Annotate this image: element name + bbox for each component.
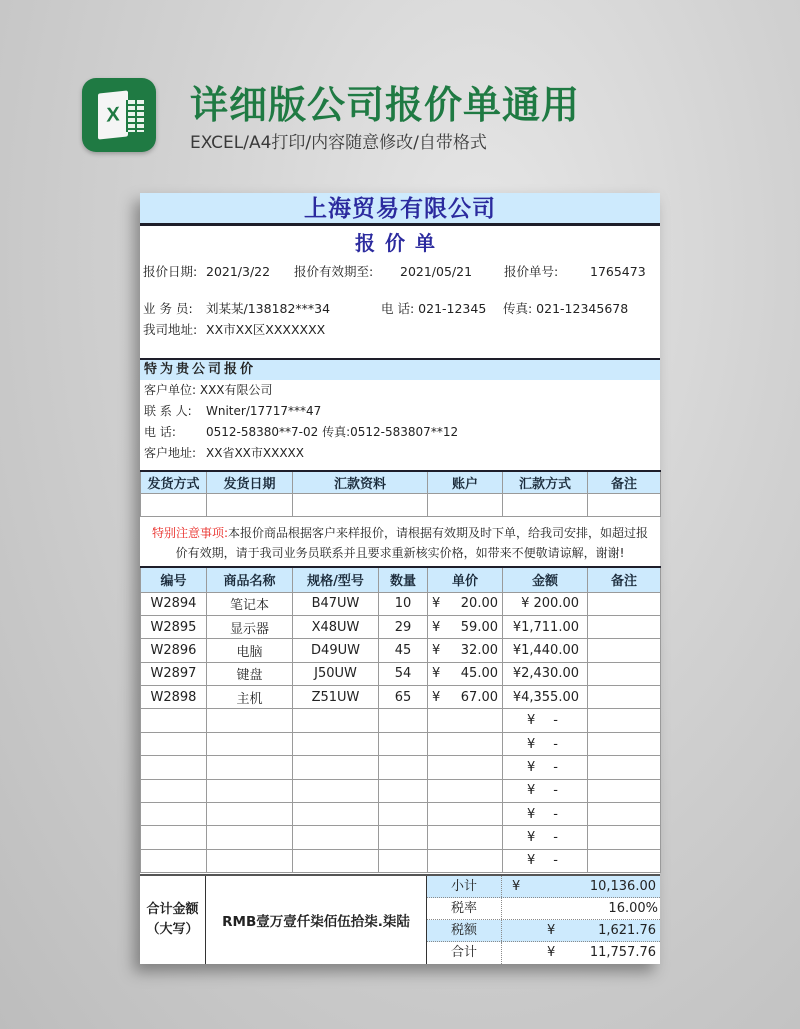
product-empty-cell[interactable] bbox=[293, 826, 379, 849]
valid-until-value[interactable]: 2021/05/21 bbox=[400, 264, 473, 279]
subtotal-row bbox=[427, 876, 660, 898]
product-amount-cell[interactable] bbox=[503, 826, 588, 849]
product-empty-cell[interactable] bbox=[293, 849, 379, 872]
product-name-cell[interactable]: 笔记本 bbox=[207, 592, 293, 615]
tax-rate-label: 税率 bbox=[427, 898, 502, 919]
product-empty-cell[interactable] bbox=[293, 803, 379, 826]
product-amount-cell[interactable] bbox=[503, 849, 588, 872]
yen-symbol: ¥ bbox=[512, 879, 521, 894]
product-amount-cell[interactable]: ¥2,430.00 bbox=[503, 662, 588, 685]
product-amount-cell[interactable] bbox=[503, 756, 588, 779]
product-id-cell[interactable]: W2894 bbox=[141, 592, 207, 615]
product-price-value: 32.00 bbox=[460, 642, 498, 658]
product-qty-cell[interactable]: 45 bbox=[379, 639, 428, 662]
yen-symbol: ¥ bbox=[432, 666, 441, 682]
product-empty-cell[interactable] bbox=[207, 732, 293, 755]
yen-symbol: ¥ bbox=[432, 689, 441, 705]
product-price-cell[interactable] bbox=[428, 615, 503, 638]
product-empty-cell[interactable] bbox=[588, 756, 661, 779]
empty-amount: - bbox=[553, 853, 558, 869]
table-row-empty bbox=[141, 709, 661, 732]
product-amount-cell[interactable] bbox=[503, 779, 588, 802]
tax-rate-value[interactable]: 16.00% bbox=[608, 901, 658, 916]
total-words-label-line2: （大写） bbox=[146, 922, 199, 937]
product-price-cell[interactable] bbox=[428, 592, 503, 615]
shipping-header-remit-method: 汇款方式 bbox=[503, 471, 588, 493]
product-price-value: 20.00 bbox=[460, 596, 498, 612]
product-empty-cell[interactable] bbox=[379, 826, 428, 849]
product-empty-cell[interactable] bbox=[141, 849, 207, 872]
totals-section bbox=[140, 874, 660, 964]
company-fax[interactable]: 传真: 021-12345678 bbox=[503, 301, 629, 316]
address-line bbox=[140, 319, 660, 341]
product-empty-cell[interactable] bbox=[141, 732, 207, 755]
product-rows bbox=[141, 592, 661, 873]
product-amount-cell[interactable] bbox=[503, 732, 588, 755]
product-amount-cell[interactable]: ¥4,355.00 bbox=[503, 686, 588, 709]
product-id-cell[interactable]: W2895 bbox=[141, 615, 207, 638]
table-row bbox=[141, 639, 661, 662]
company-address-value[interactable]: XX市XX区XXXXXXX bbox=[206, 322, 326, 337]
tax-amount-value: 1,621.76 bbox=[598, 923, 656, 938]
notice bbox=[140, 521, 660, 565]
table-row bbox=[141, 592, 661, 615]
shipping-date-cell[interactable] bbox=[207, 493, 293, 516]
quote-no-label: 报价单号: bbox=[504, 264, 559, 279]
product-price-value: 59.00 bbox=[460, 619, 498, 635]
client-address-line bbox=[140, 443, 660, 464]
product-id-cell[interactable]: W2896 bbox=[141, 639, 207, 662]
table-row bbox=[141, 686, 661, 709]
product-price-value: 45.00 bbox=[460, 666, 498, 682]
grand-total-label: 合计 bbox=[427, 942, 502, 964]
product-empty-cell[interactable] bbox=[141, 709, 207, 732]
yen-symbol: ¥ bbox=[547, 923, 556, 938]
yen-symbol: ¥ bbox=[527, 830, 536, 846]
quote-no-value[interactable]: 1765473 bbox=[590, 264, 646, 279]
total-words-label-line1: 合计金额 bbox=[146, 902, 199, 917]
product-amount-cell[interactable]: ¥ 200.00 bbox=[503, 592, 588, 615]
product-id-cell[interactable]: W2898 bbox=[141, 686, 207, 709]
product-empty-cell[interactable] bbox=[428, 756, 503, 779]
totals-breakdown bbox=[427, 876, 660, 964]
subtotal-label: 小计 bbox=[427, 876, 502, 897]
client-phone-label: 电 话: bbox=[144, 425, 176, 439]
sales-line bbox=[140, 298, 660, 320]
product-price-value: 67.00 bbox=[460, 689, 498, 705]
excel-icon-letter: X bbox=[98, 90, 128, 139]
table-row bbox=[141, 615, 661, 638]
quote-date-label: 报价日期: bbox=[143, 264, 198, 279]
product-empty-cell[interactable] bbox=[141, 803, 207, 826]
product-amount-cell[interactable] bbox=[503, 709, 588, 732]
product-note-cell[interactable] bbox=[588, 662, 661, 685]
product-qty-cell[interactable]: 10 bbox=[379, 592, 428, 615]
shipping-table bbox=[140, 470, 661, 517]
empty-amount: - bbox=[553, 806, 558, 822]
quote-date-value[interactable]: 2021/3/22 bbox=[206, 264, 271, 279]
product-empty-cell[interactable] bbox=[379, 756, 428, 779]
product-amount-cell[interactable]: ¥1,711.00 bbox=[503, 615, 588, 638]
shipping-header-method: 发货方式 bbox=[141, 471, 207, 493]
product-name-cell[interactable]: 主机 bbox=[207, 686, 293, 709]
product-empty-cell[interactable] bbox=[207, 709, 293, 732]
client-contact-label: 联 系 人: bbox=[144, 404, 192, 418]
grand-total-value: 11,757.76 bbox=[589, 945, 656, 960]
product-empty-cell[interactable] bbox=[588, 826, 661, 849]
product-empty-cell[interactable] bbox=[207, 803, 293, 826]
client-phone-value[interactable]: 0512-58380**7-02 传真:0512-583807**12 bbox=[206, 425, 459, 439]
tax-amount-label: 税额 bbox=[427, 920, 502, 941]
product-empty-cell[interactable] bbox=[588, 803, 661, 826]
grand-total-row bbox=[427, 942, 660, 964]
client-section-title: 特为贵公司报价 bbox=[140, 358, 660, 380]
subtotal-value: 10,136.00 bbox=[589, 879, 656, 894]
client-address-value[interactable]: XX省XX市XXXXX bbox=[206, 446, 304, 460]
product-model-cell[interactable]: Z51UW bbox=[293, 686, 379, 709]
table-row-empty bbox=[141, 803, 661, 826]
table-row-empty bbox=[141, 849, 661, 872]
yen-symbol: ¥ bbox=[432, 619, 441, 635]
yen-symbol: ¥ bbox=[527, 806, 536, 822]
product-note-cell[interactable] bbox=[588, 615, 661, 638]
product-price-cell[interactable] bbox=[428, 662, 503, 685]
product-empty-cell[interactable] bbox=[379, 779, 428, 802]
product-empty-cell[interactable] bbox=[428, 709, 503, 732]
shipping-note-cell[interactable] bbox=[588, 493, 661, 516]
empty-amount: - bbox=[553, 830, 558, 846]
yen-symbol: ¥ bbox=[527, 783, 536, 799]
product-qty-cell[interactable]: 54 bbox=[379, 662, 428, 685]
product-empty-cell[interactable] bbox=[588, 732, 661, 755]
product-empty-cell[interactable] bbox=[379, 732, 428, 755]
product-empty-cell[interactable] bbox=[207, 756, 293, 779]
remit-info-cell[interactable] bbox=[293, 493, 428, 516]
sales-value[interactable]: 刘某某/138182***34 bbox=[206, 301, 331, 316]
shipping-header-account: 账户 bbox=[428, 471, 503, 493]
product-model-cell[interactable]: X48UW bbox=[293, 615, 379, 638]
product-model-cell[interactable]: J50UW bbox=[293, 662, 379, 685]
shipping-header-note: 备注 bbox=[588, 471, 661, 493]
product-qty-cell[interactable]: 65 bbox=[379, 686, 428, 709]
quote-meta-line bbox=[140, 261, 660, 283]
client-phone-line bbox=[140, 422, 660, 443]
empty-amount: - bbox=[553, 736, 558, 752]
company-phone[interactable]: 电 话: 021-12345 bbox=[381, 301, 487, 316]
product-empty-cell[interactable] bbox=[379, 803, 428, 826]
excel-icon bbox=[82, 78, 156, 152]
yen-symbol: ¥ bbox=[527, 713, 536, 729]
excel-icon-grid bbox=[126, 100, 144, 132]
client-contact-line bbox=[140, 401, 660, 422]
account-cell[interactable] bbox=[428, 493, 503, 516]
yen-symbol: ¥ bbox=[432, 596, 441, 612]
product-header-id: 编号 bbox=[141, 567, 207, 592]
product-empty-cell[interactable] bbox=[293, 732, 379, 755]
product-empty-cell[interactable] bbox=[207, 779, 293, 802]
product-empty-cell[interactable] bbox=[141, 826, 207, 849]
product-empty-cell[interactable] bbox=[141, 756, 207, 779]
product-empty-cell[interactable] bbox=[207, 849, 293, 872]
product-price-cell[interactable] bbox=[428, 639, 503, 662]
yen-symbol: ¥ bbox=[527, 759, 536, 775]
company-name: 上海贸易有限公司 bbox=[140, 193, 660, 226]
empty-amount: - bbox=[553, 713, 558, 729]
client-unit[interactable]: 客户单位: XXX有限公司 bbox=[144, 383, 273, 397]
product-amount-cell[interactable] bbox=[503, 803, 588, 826]
total-words-label bbox=[140, 876, 206, 964]
product-empty-cell[interactable] bbox=[293, 779, 379, 802]
valid-until-label: 报价有效期至: bbox=[294, 264, 374, 279]
hero-subtitle: EXCEL/A4打印/内容随意修改/自带格式 bbox=[190, 133, 487, 153]
grand-total-value-cell[interactable] bbox=[502, 942, 660, 964]
product-empty-cell[interactable] bbox=[588, 779, 661, 802]
product-qty-cell[interactable]: 29 bbox=[379, 615, 428, 638]
product-note-cell[interactable] bbox=[588, 639, 661, 662]
quotation-sheet bbox=[140, 193, 660, 964]
yen-symbol: ¥ bbox=[527, 853, 536, 869]
shipping-method-cell[interactable] bbox=[141, 493, 207, 516]
table-row-empty bbox=[141, 732, 661, 755]
product-empty-cell[interactable] bbox=[379, 709, 428, 732]
product-name-cell[interactable]: 键盘 bbox=[207, 662, 293, 685]
product-table bbox=[140, 566, 661, 873]
hero-title: 详细版公司报价单通用 bbox=[190, 83, 581, 127]
product-amount-cell[interactable]: ¥1,440.00 bbox=[503, 639, 588, 662]
empty-amount: - bbox=[553, 759, 558, 775]
company-address-label: 我司地址: bbox=[143, 322, 198, 337]
empty-amount: - bbox=[553, 783, 558, 799]
product-empty-cell[interactable] bbox=[428, 732, 503, 755]
product-empty-cell[interactable] bbox=[428, 849, 503, 872]
client-contact-value[interactable]: Wniter/17717***47 bbox=[206, 404, 322, 418]
product-header-note: 备注 bbox=[588, 567, 661, 592]
hero-banner bbox=[0, 0, 800, 180]
sales-label: 业 务 员: bbox=[143, 301, 193, 316]
subtotal-value-cell[interactable] bbox=[502, 876, 660, 897]
yen-symbol: ¥ bbox=[527, 736, 536, 752]
product-name-cell[interactable]: 显示器 bbox=[207, 615, 293, 638]
product-empty-cell[interactable] bbox=[141, 779, 207, 802]
total-amount-in-words[interactable]: RMB壹万壹仟柒佰伍拾柒.柒陆 bbox=[206, 876, 427, 964]
product-header-amount: 金额 bbox=[503, 567, 588, 592]
product-id-cell[interactable]: W2897 bbox=[141, 662, 207, 685]
product-empty-cell[interactable] bbox=[428, 803, 503, 826]
client-address-label: 客户地址: bbox=[144, 446, 197, 460]
product-empty-cell[interactable] bbox=[293, 756, 379, 779]
shipping-header-date: 发货日期 bbox=[207, 471, 293, 493]
product-empty-cell[interactable] bbox=[588, 709, 661, 732]
notice-label: 特别注意事项: bbox=[151, 526, 229, 540]
tax-amount-row bbox=[427, 920, 660, 942]
product-empty-cell[interactable] bbox=[207, 826, 293, 849]
product-header-qty: 数量 bbox=[379, 567, 428, 592]
table-row-empty bbox=[141, 826, 661, 849]
tax-rate-row bbox=[427, 898, 660, 920]
table-row-empty bbox=[141, 779, 661, 802]
product-name-cell[interactable]: 电脑 bbox=[207, 639, 293, 662]
product-empty-cell[interactable] bbox=[428, 779, 503, 802]
product-note-cell[interactable] bbox=[588, 686, 661, 709]
product-header-name: 商品名称 bbox=[207, 567, 293, 592]
product-price-cell[interactable] bbox=[428, 686, 503, 709]
product-empty-cell[interactable] bbox=[428, 826, 503, 849]
product-empty-cell[interactable] bbox=[293, 709, 379, 732]
shipping-header-remit-info: 汇款资料 bbox=[293, 471, 428, 493]
document-title: 报价单 bbox=[355, 231, 445, 255]
product-empty-cell[interactable] bbox=[588, 849, 661, 872]
remit-method-cell[interactable] bbox=[503, 493, 588, 516]
yen-symbol: ¥ bbox=[432, 642, 441, 658]
tax-amount-value-cell[interactable] bbox=[502, 920, 660, 941]
product-model-cell[interactable]: D49UW bbox=[293, 639, 379, 662]
table-row-empty bbox=[141, 756, 661, 779]
notice-text: 本报价商品根据客户来样报价，请根据有效期及时下单，给我司安排，如超过报价有效期，请于我司业务员联系并且要求重新核实价格，如带来不便敬请谅解，谢谢! bbox=[175, 526, 649, 560]
product-empty-cell[interactable] bbox=[379, 849, 428, 872]
product-header-price: 单价 bbox=[428, 567, 503, 592]
table-row bbox=[141, 662, 661, 685]
product-note-cell[interactable] bbox=[588, 592, 661, 615]
product-header-model: 规格/型号 bbox=[293, 567, 379, 592]
product-model-cell[interactable]: B47UW bbox=[293, 592, 379, 615]
yen-symbol: ¥ bbox=[547, 945, 556, 960]
